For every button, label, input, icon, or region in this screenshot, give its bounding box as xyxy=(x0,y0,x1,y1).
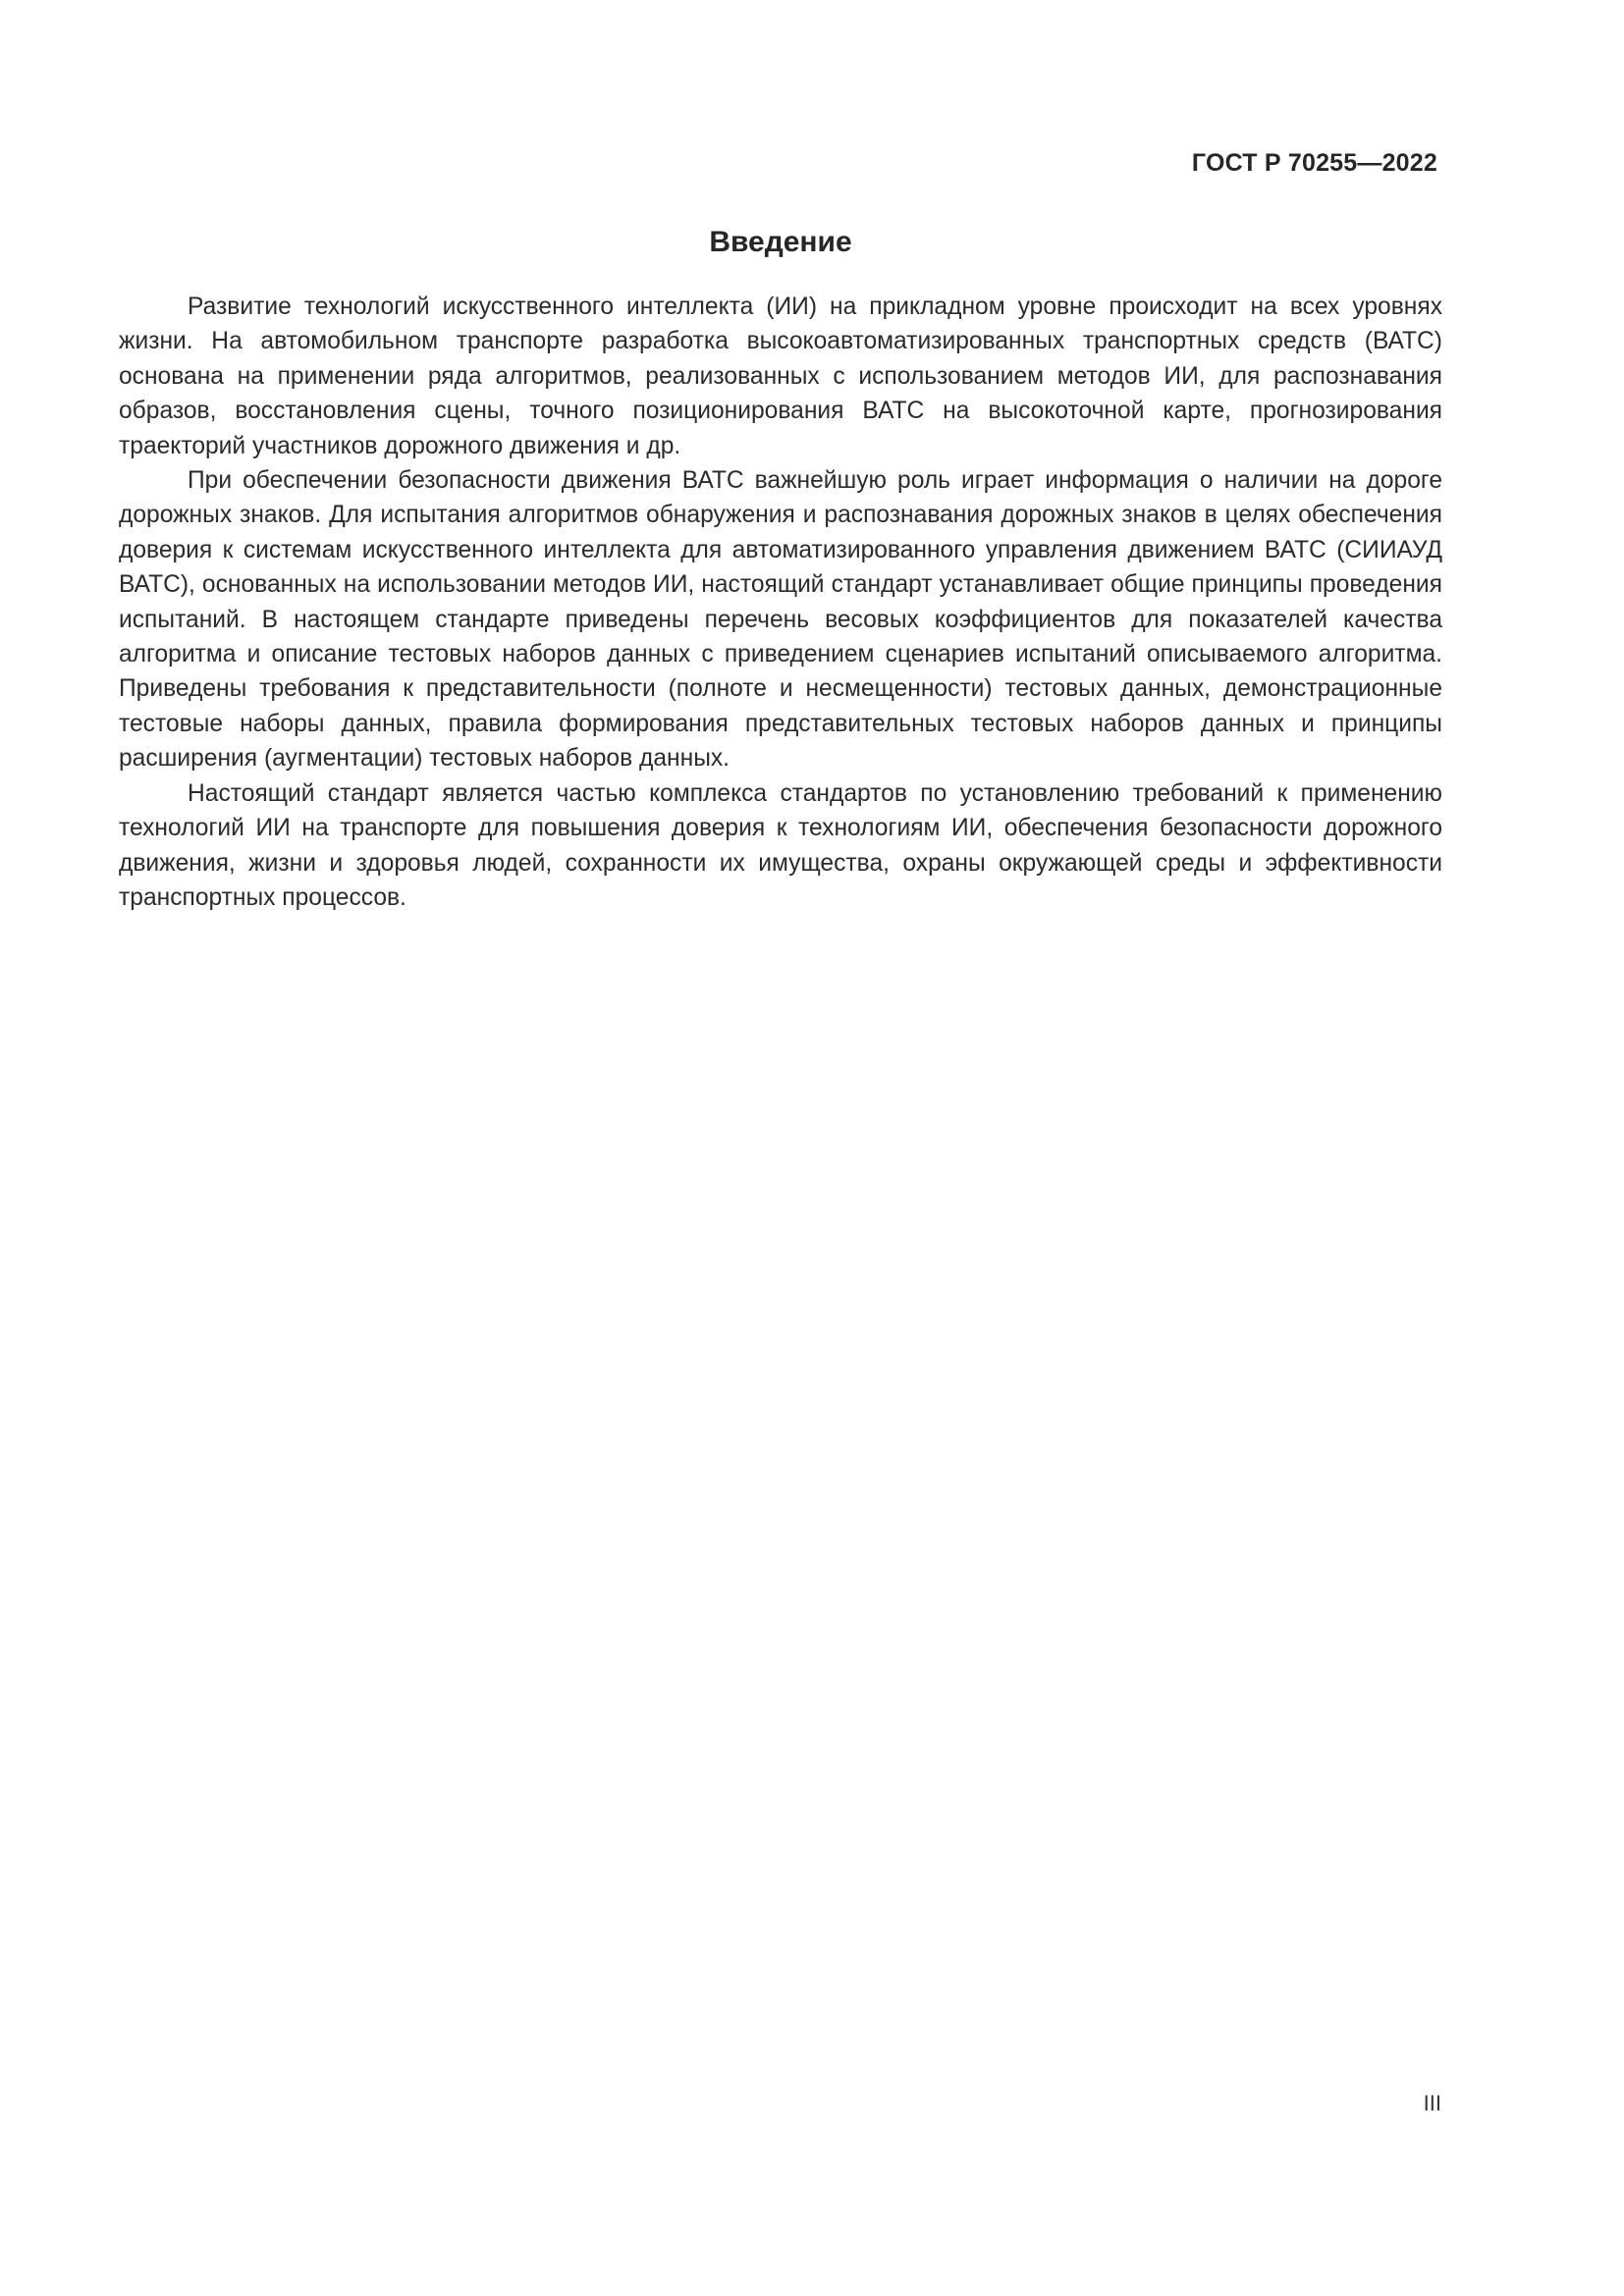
section-body xyxy=(119,290,1442,915)
section-title: Введение xyxy=(709,226,852,258)
document-code: ГОСТ Р 70255—2022 xyxy=(1191,149,1437,177)
paragraph: Развитие технологий искусственного интеллекта (ИИ) на прикладном уровне происходит на всех уровнях жизни. На автомобильном транспорте разработка высокоавтоматизированных транспортных средств (ВАТС) основана на применении ряда алгоритмов, реализованных с использованием методов ИИ, для распознавания образов, восстановления сцены, точного позиционирования ВАТС на высокоточной карте, прогнозирования траекторий участников дорожного движения и др. xyxy=(119,294,1442,459)
page-number: III xyxy=(1423,2091,1441,2115)
paragraph: Настоящий стандарт является частью комплекса стандартов по установлению требований к применению технологий ИИ на транспорте для повышения доверия к технологиям ИИ, обеспечения безопасности дорожного движения, жизни и здоровья людей, сохранности их имущества, охраны окружающей среды и эффективности транспортных процессов. xyxy=(119,779,1442,911)
paragraph: При обеспечении безопасности движения ВАТС важнейшую роль играет информация о наличии на дороге дорожных знаков. Для испытания алгоритмов обнаружения и распознавания дорожных знаков в целях обеспечения доверия к системам искусственного интеллекта для автоматизированного управления движением ВАТС (СИИАУД ВАТС), основанных на использовании методов ИИ, настоящий стандарт устанавливает общие принципы проведения испытаний. В настоящем стандарте приведены перечень весовых коэффициентов для показателей качества алгоритма и описание тестовых наборов данных с приведением сценариев испытаний описываемого алгоритма. Приведены требования к представительности (полноте и несмещенности) тестовых данных, демонстрационные тестовые наборы данных, правила формирования представительных тестовых наборов данных и принципы расширения (аугментации) тестовых наборов данных. xyxy=(119,467,1442,773)
